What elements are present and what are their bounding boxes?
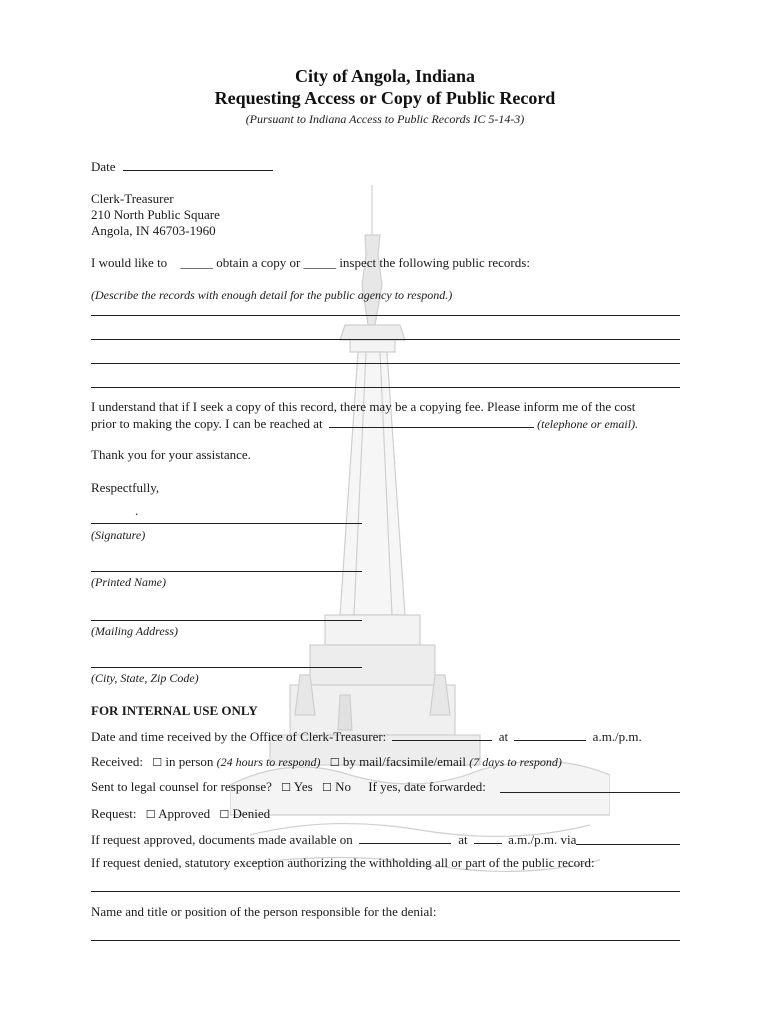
records-line-3[interactable] [91, 363, 680, 364]
contact-hint: (telephone or email). [537, 417, 639, 431]
records-line-4[interactable] [91, 387, 680, 388]
exception-line[interactable] [91, 891, 680, 892]
legal-row [91, 779, 486, 795]
in-person-label: in person [165, 754, 214, 769]
request-obtain: obtain a copy or [216, 255, 301, 270]
denied-checkbox[interactable]: ☐ [219, 808, 230, 821]
received-time-field[interactable] [514, 728, 586, 741]
in-person-checkbox[interactable]: ☐ [152, 756, 163, 769]
legal-yes-checkbox[interactable]: ☐ [281, 781, 291, 794]
responsible-line[interactable] [91, 940, 680, 941]
city-state-zip-line[interactable] [91, 667, 362, 668]
address-line3: Angola, IN 46703-1960 [91, 223, 216, 238]
denied-label: Denied [232, 806, 271, 821]
internal-heading: FOR INTERNAL USE ONLY [91, 703, 258, 718]
approved-checkbox[interactable]: ☐ [145, 808, 156, 821]
request-inspect: inspect the following public records: [339, 255, 530, 270]
received-ampm: a.m./p.m. [592, 729, 642, 744]
approved-row [91, 831, 576, 848]
legal-no-checkbox[interactable]: ☐ [321, 781, 332, 794]
received-date-field[interactable] [392, 728, 492, 741]
available-time-field[interactable] [474, 831, 502, 844]
mail-note: (7 days to respond) [469, 755, 562, 769]
received-at: at [498, 729, 509, 744]
title-form: Requesting Access or Copy of Public Record [214, 88, 556, 108]
printed-name-label: (Printed Name) [91, 575, 166, 589]
approved-text: If request approved, documents made available on [91, 832, 353, 847]
title-city: City of Angola, Indiana [294, 66, 476, 86]
stray-dot: . [135, 503, 139, 518]
fee-line1: I understand that if I seek a copy of this record, there may be a copying fee. Please inform me of the cost [91, 399, 636, 414]
contact-field[interactable] [329, 415, 534, 428]
fee-line2: prior to making the copy. I can be reached at [91, 416, 323, 431]
responsible-text: Name and title or position of the person responsible for the denial: [91, 904, 437, 919]
request-status-row [91, 806, 270, 822]
legal-yes-label: Yes [293, 779, 313, 794]
mailing-address-line[interactable] [91, 620, 362, 621]
records-line-2[interactable] [91, 339, 680, 340]
date-field[interactable] [123, 158, 273, 171]
in-person-note: (24 hours to respond) [216, 755, 321, 769]
mailing-address-label: (Mailing Address) [91, 624, 178, 638]
thanks-text: Thank you for your assistance. [91, 447, 251, 462]
received-row [91, 728, 642, 745]
closing-text: Respectfully, [91, 480, 160, 495]
signature-line[interactable] [91, 523, 362, 524]
address-line1: Clerk-Treasurer [91, 191, 174, 206]
denied-text: If request denied, statutory exception authorizing the withholding all or part of the public record: [91, 855, 595, 870]
fee-line2-row [91, 415, 638, 432]
available-via-line[interactable] [576, 844, 680, 845]
address-line2: 210 North Public Square [91, 207, 220, 222]
mail-checkbox[interactable]: ☐ [329, 756, 340, 769]
signature-label: (Signature) [91, 528, 146, 542]
approved-label: Approved [158, 806, 211, 821]
city-state-zip-label: (City, State, Zip Code) [91, 671, 199, 685]
printed-name-line[interactable] [91, 571, 362, 572]
mail-label: by mail/facsimile/email [342, 754, 467, 769]
forwarded-label: If yes, date forwarded: [368, 779, 486, 794]
date-row [91, 158, 273, 175]
describe-instruction: (Describe the records with enough detail for the public agency to respond.) [91, 288, 453, 302]
available-date-field[interactable] [359, 831, 451, 844]
received-via-row [91, 754, 562, 770]
subtitle-statute: (Pursuant to Indiana Access to Public Records IC 5-14-3) [245, 112, 525, 126]
legal-no-label: No [335, 779, 351, 794]
date-label: Date [91, 159, 116, 174]
legal-label: Sent to legal counsel for response? [91, 779, 272, 794]
received-label: Date and time received by the Office of Clerk-Treasurer: [91, 729, 387, 744]
records-line-1[interactable] [91, 315, 680, 316]
obtain-blank[interactable]: _____ [180, 255, 213, 270]
request-prefix: I would like to [91, 255, 168, 270]
forwarded-date-line[interactable] [500, 792, 680, 793]
inspect-blank[interactable]: _____ [303, 255, 337, 270]
request-status-label: Request: [91, 806, 137, 821]
available-at: at [458, 832, 468, 847]
available-ampm-via: a.m./p.m. via [508, 832, 577, 847]
received-via-label: Received: [91, 754, 143, 769]
request-row [91, 255, 530, 271]
